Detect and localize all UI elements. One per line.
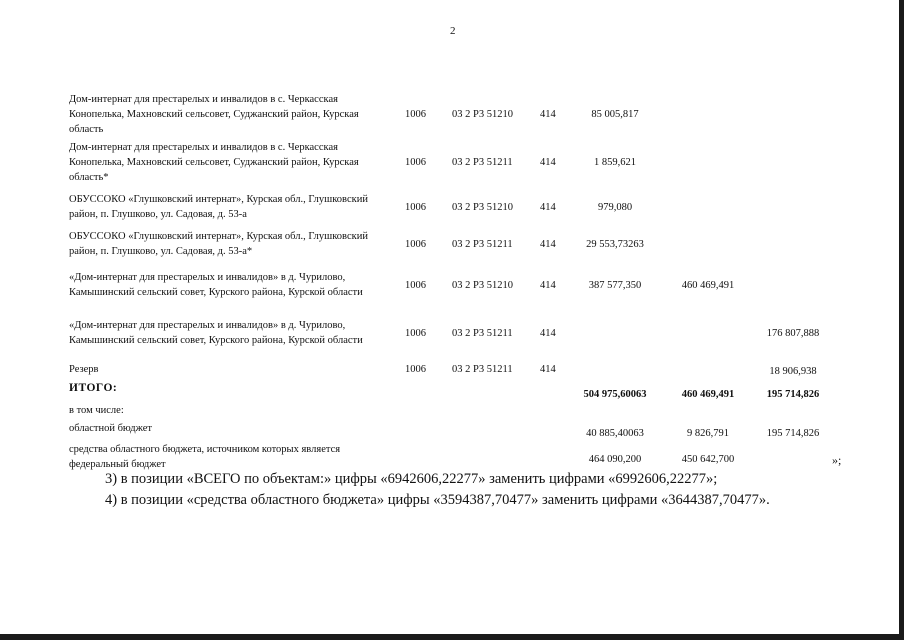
expense-type-code: 414 — [540, 280, 556, 291]
amount-year-1: 387 577,350 — [588, 280, 642, 291]
object-name: ОБУССОКО «Глушковский интернат», Курская обл., Глушковский район, п. Глушково, ул. Садовая, д. 53-а — [69, 194, 368, 220]
section-code: 1006 — [405, 239, 426, 250]
amount-year-2: 460 469,491 — [681, 280, 735, 291]
target-article-code: 03 2 Р3 51211 — [452, 328, 513, 339]
regional-budget-label: областной бюджет — [69, 423, 152, 434]
target-article-code: 03 2 Р3 51210 — [452, 109, 513, 120]
paragraph-3: 3) в позиции «ВСЕГО по объектам:» цифры «6942606,22277» заменить цифрами «6992606,22277»; — [105, 471, 718, 487]
object-name: Дом-интернат для престарелых и инвалидов в с. Черкасская Конопелька, Махновский сельсовет, Суджанский район, Курская область — [69, 94, 359, 135]
expense-type-code: 414 — [540, 239, 556, 250]
amount-year-3: 176 807,888 — [766, 328, 820, 339]
federal-amount-year-2: 450 642,700 — [681, 454, 735, 465]
expense-type-code: 414 — [540, 202, 556, 213]
total-label: ИТОГО: — [69, 382, 118, 394]
object-name: «Дом-интернат для престарелых и инвалидов» в д. Чурилово, Камышинский сельский совет, Курского района, Курской области — [69, 320, 363, 346]
amount-year-1: 979,080 — [597, 202, 633, 213]
federal-budget-label: средства областного бюджета, источником которых является федеральный бюджет — [69, 444, 341, 470]
total-amount-year-1: 504 975,60063 — [583, 389, 647, 400]
expense-type-code: 414 — [540, 364, 556, 375]
section-code: 1006 — [405, 364, 426, 375]
section-code: 1006 — [405, 280, 426, 291]
section-code: 1006 — [405, 202, 426, 213]
object-name: «Дом-интернат для престарелых и инвалидов» в д. Чурилово, Камышинский сельский совет, Курского района, Курской области — [69, 272, 363, 298]
expense-type-code: 414 — [540, 109, 556, 120]
page-number: 2 — [450, 25, 456, 37]
regional-amount-year-1: 40 885,40063 — [586, 428, 644, 439]
closing-quote-mark: »; — [832, 453, 842, 467]
federal-amount-year-1: 464 090,200 — [588, 454, 642, 465]
object-name: Дом-интернат для престарелых и инвалидов в с. Черкасская Конопелька, Махновский сельсовет, Суджанский район, Курская область* — [69, 142, 359, 183]
section-code: 1006 — [405, 328, 426, 339]
paragraph-4: 4) в позиции «средства областного бюджета» цифры «3594387,70477» заменить цифрами «3644387,70477». — [105, 492, 770, 508]
expense-type-code: 414 — [540, 328, 556, 339]
amount-year-3: 18 906,938 — [769, 366, 817, 377]
section-code: 1006 — [405, 109, 426, 120]
target-article-code: 03 2 Р3 51211 — [452, 157, 513, 168]
section-code: 1006 — [405, 157, 426, 168]
total-amount-year-3: 195 714,826 — [766, 389, 820, 400]
target-article-code: 03 2 Р3 51210 — [452, 280, 513, 291]
object-name: ОБУССОКО «Глушковский интернат», Курская обл., Глушковский район, п. Глушково, ул. Садовая, д. 53-а* — [69, 231, 368, 257]
amount-year-1: 29 553,73263 — [586, 239, 644, 250]
total-amount-year-2: 460 469,491 — [681, 389, 735, 400]
target-article-code: 03 2 Р3 51211 — [452, 364, 513, 375]
expense-type-code: 414 — [540, 157, 556, 168]
scan-border-right — [899, 0, 904, 640]
scan-border-bottom — [0, 634, 904, 640]
amount-year-1: 1 859,621 — [594, 157, 636, 168]
object-name: Резерв — [69, 364, 99, 375]
regional-amount-year-2: 9 826,791 — [687, 428, 729, 439]
target-article-code: 03 2 Р3 51210 — [452, 202, 513, 213]
regional-amount-year-3: 195 714,826 — [766, 428, 820, 439]
target-article-code: 03 2 Р3 51211 — [452, 239, 513, 250]
including-label: в том числе: — [69, 405, 124, 416]
amount-year-1: 85 005,817 — [591, 109, 639, 120]
